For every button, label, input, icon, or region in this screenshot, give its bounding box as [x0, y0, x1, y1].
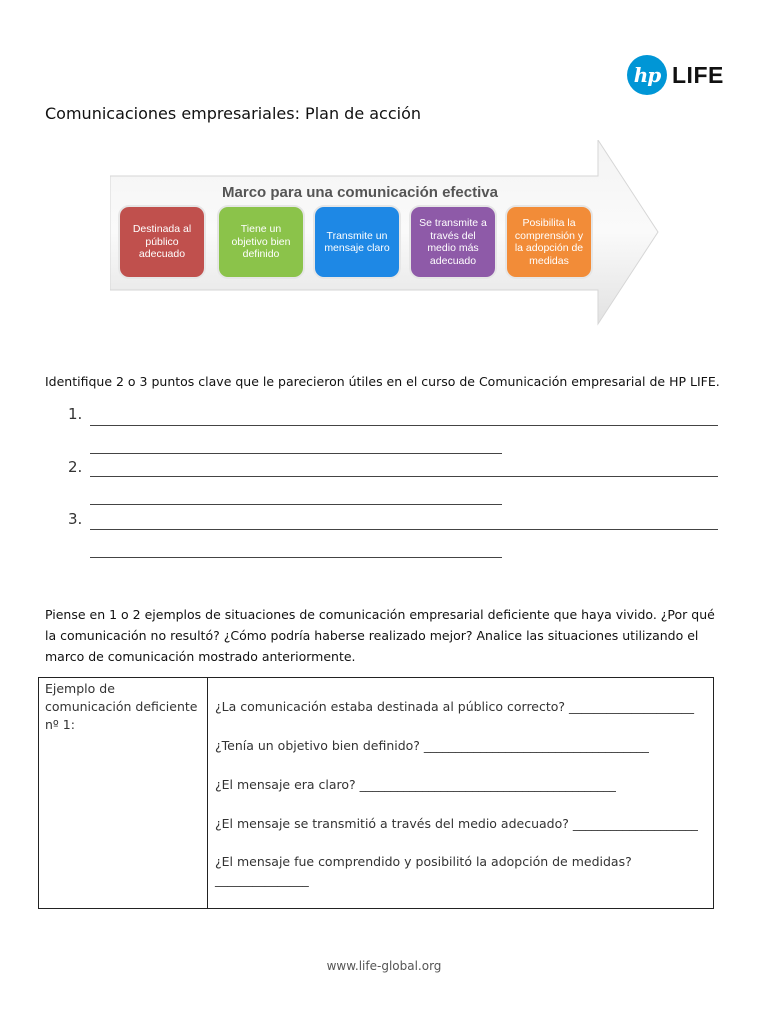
table-row-label: Ejemplo de comunicación deficiente nº 1: [45, 681, 198, 732]
logo-text: LIFE [672, 62, 724, 88]
question-poor-communication: Piense en 1 o 2 ejemplos de situaciones de comunicación empresarial deficiente que haya vivido. ¿Por qué la comunicación no resultó? ¿Cómo podría haberse realizado mejor? Analice las situaciones utilizando el marco de comunicación mostrado anteriormente. [45, 607, 715, 664]
list-item-number: 1. [68, 405, 83, 423]
analysis-table [38, 677, 714, 909]
table-question[interactable]: ¿La comunicación estaba destinada al público correcto? ____________________ [215, 699, 695, 714]
hp-logo-mark: hp [633, 63, 661, 87]
hp-logo-icon [627, 55, 667, 95]
framework-title: Marco para una comunicación efectiva [222, 184, 498, 201]
table-question[interactable]: ¿Tenía un objetivo bien definido? ____________________________________ [215, 738, 649, 753]
answer-line[interactable] [90, 504, 502, 505]
framework-box-audience: Destinada al público adecuado [120, 207, 204, 277]
answer-line[interactable] [90, 557, 502, 558]
framework-box-clear-message: Transmite un mensaje claro [315, 207, 399, 277]
table-question[interactable]: ¿El mensaje era claro? _________________________________________ [215, 777, 616, 792]
answer-line[interactable] [90, 425, 718, 426]
table-question[interactable]: ¿El mensaje se transmitió a través del medio adecuado? ____________________ [215, 816, 698, 831]
hp-life-logo [627, 55, 724, 97]
table-question[interactable]: ¿El mensaje fue comprendido y posibilitó la adopción de medidas? _______________ [215, 854, 632, 887]
framework-box-understanding: Posibilita la comprensión y la adopción de medidas [507, 207, 591, 277]
answer-line[interactable] [90, 529, 718, 530]
communication-framework-diagram [110, 140, 660, 330]
list-item-number: 3. [68, 510, 83, 528]
framework-box-medium: Se transmite a través del medio más adecuado [411, 207, 495, 277]
framework-box-objective: Tiene un objetivo bien definido [219, 207, 303, 277]
footer-url[interactable]: www.life-global.org [326, 959, 442, 973]
page-title: Comunicaciones empresariales: Plan de acción [45, 104, 422, 123]
answer-line[interactable] [90, 476, 718, 477]
question-key-points: Identifique 2 o 3 puntos clave que le parecieron útiles en el curso de Comunicación empresarial de HP LIFE. [45, 374, 720, 389]
table-divider [207, 678, 208, 908]
list-item-number: 2. [68, 458, 83, 476]
answer-line[interactable] [90, 453, 502, 454]
